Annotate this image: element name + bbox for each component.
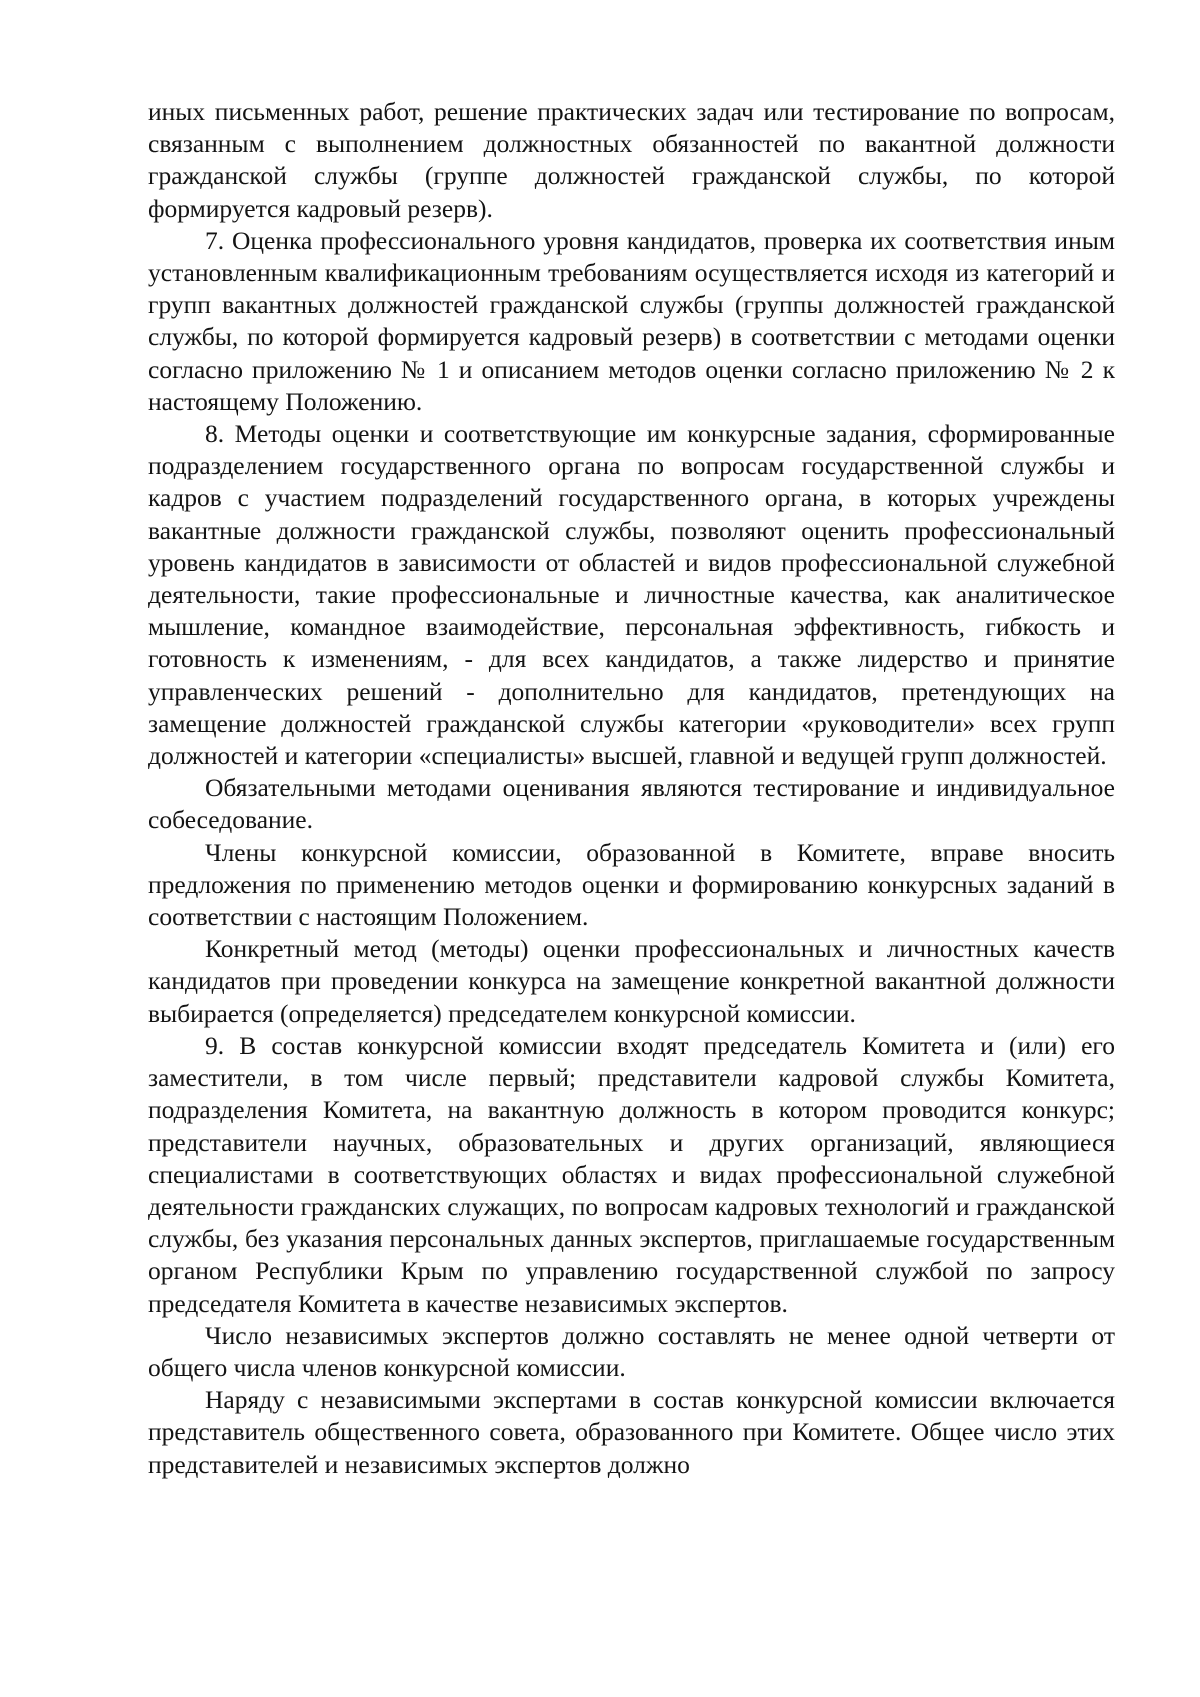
paragraph-public-council: Наряду с независимыми экспертами в состав конкурсной комиссии включается представитель общественного совета, образованного при Комитете. Общее число этих представителей и независимых экспертов должно bbox=[148, 1385, 1115, 1479]
paragraph-item-8: 8. Методы оценки и соответствующие им конкурсные задания, сформированные подразделением государственного органа по вопросам государственной службы и кадров с участием подразделений государственного органа, в которых учреждены вакантные должности гражданской службы, позволяют оценить профессиональный уровень кандидатов в зависимости от областей и видов профессиональной служебной деятельности, такие профессиональные и личностные качества, как аналитическое мышление, командное взаимодействие, персональная эффективность, гибкость и готовность к изменениям, - для всех кандидатов, а также лидерство и принятие управленческих решений - дополнительно для кандидатов, претендующих на замещение должностей гражданской службы категории «руководители» всех групп должностей и категории «специалисты» высшей, главной и ведущей групп должностей. bbox=[148, 419, 1115, 771]
paragraph-specific-method: Конкретный метод (методы) оценки профессиональных и личностных качеств кандидатов при проведении конкурса на замещение конкретной вакантной должности выбирается (определяется) председателем конкурсной комиссии. bbox=[148, 934, 1115, 1028]
paragraph-commission-members: Члены конкурсной комиссии, образованной в Комитете, вправе вносить предложения по применению методов оценки и формированию конкурсных заданий в соответствии с настоящим Положением. bbox=[148, 837, 1115, 932]
paragraph-item-9: 9. В состав конкурсной комиссии входят председатель Комитета и (или) его заместители, в том числе первый; представители кадровой службы Комитета, подразделения Комитета, на вакантную должность в котором проводится конкурс; представители научных, образовательных и других организаций, являющиеся специалистами в соответствующих областях и видах профессиональной служебной деятельности гражданских служащих, по вопросам кадровых технологий и гражданской службы, без указания персональных данных экспертов, приглашаемые государственным органом Республики Крым по управлению государственной службой по запросу председателя Комитета в качестве независимых экспертов. bbox=[148, 1030, 1115, 1318]
paragraph-item-7: 7. Оценка профессионального уровня кандидатов, проверка их соответствия иным установленным квалификационным требованиям осуществляется исходя из категорий и групп вакантных должностей гражданской службы (группы должностей гражданской службы, по которой формируется кадровый резерв) в соответствии с методами оценки согласно приложению № 1 и описанием методов оценки согласно приложению № 2 к настоящему Положению. bbox=[148, 225, 1115, 416]
paragraph-experts-count: Число независимых экспертов должно составлять не менее одной четверти от общего числа членов конкурсной комиссии. bbox=[148, 1320, 1115, 1382]
document-page bbox=[148, 96, 1115, 1481]
paragraph-continuation: иных письменных работ, решение практических задач или тестирование по вопросам, связанным с выполнением должностных обязанностей по вакантной должности гражданской службы (группе должностей гражданской службы, по которой формируется кадровый резерв). bbox=[148, 97, 1115, 223]
paragraph-mandatory-methods: Обязательными методами оценивания являются тестирование и индивидуальное собеседование. bbox=[148, 773, 1115, 835]
